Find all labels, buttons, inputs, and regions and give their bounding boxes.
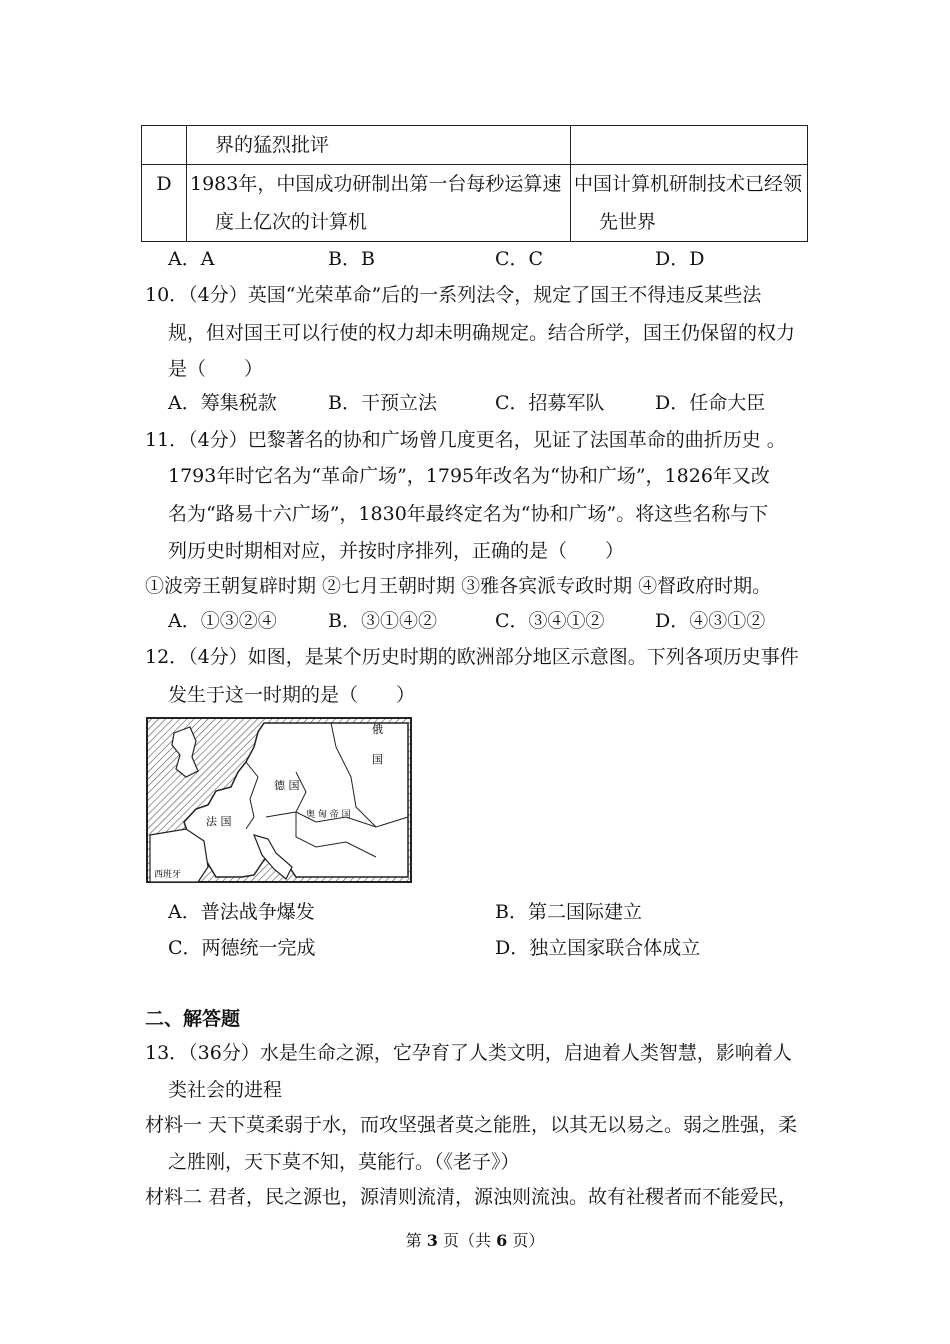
section-title: 二、解答题 [145,1008,241,1030]
footer-total-pages: 6 [496,1231,508,1250]
table-cell-event: 1983年，中国成功研制出第一台每秒运算速 度上亿次的计算机 [187,165,571,242]
map-label: 奥 匈 帝 国 [306,810,351,820]
footer-page-number: 3 [426,1231,438,1250]
q12-stem-line: 12．（4分）如图，是某个历史时期的欧洲部分地区示意图。下列各项历史事件 [145,646,799,668]
q13-stem-line: 类社会的进程 [168,1079,283,1101]
map-label: 法 国 [206,815,232,828]
q11-items: ①波旁王朝复辟时期 ②七月王朝时期 ③雅各宾派专政时期 ④督政府时期。 [145,575,772,597]
q10-option-a: A．筹集税款 [168,392,277,414]
table-row [142,126,808,165]
q10-option-d: D．任命大臣 [655,392,766,414]
q11-option-c: C．③④①② [495,610,605,632]
q9-option-c: C．C [495,248,544,270]
q12-option-a: A．普法战争爆发 [168,901,315,923]
table-cell-letter [142,126,187,165]
footer-prefix: 第 [405,1231,422,1250]
page-footer [0,1228,950,1251]
q9-option-d: D．D [655,248,705,270]
table-cell-conclusion: 中国计算机研制技术已经领 先世界 [571,165,808,242]
table-cell-letter: D [142,165,187,242]
q13-stem-line: 13．（36分）水是生命之源，它孕育了人类文明，启迪着人类智慧，影响着人 [145,1042,792,1064]
map-label: 德 国 [274,779,300,792]
answer-table [141,125,808,242]
table-cell-event: 界的猛烈批评 [187,126,571,165]
table-cell-conclusion [571,126,808,165]
q10-option-c: C．招募军队 [495,392,605,414]
q11-option-b: B．③①④② [328,610,437,632]
footer-middle: 页（共 [442,1231,491,1250]
q12-option-c: C．两德统一完成 [168,937,316,959]
q11-stem-line: 名为“路易十六广场”，1830年最终定名为“协和广场”。将这些名称与下 [168,503,769,525]
footer-suffix: 页） [512,1231,545,1250]
q11-stem-line: 1793年时它名为“革命广场”，1795年改名为“协和广场”，1826年又改 [168,465,770,487]
q11-stem-line: 11．（4分）巴黎著名的协和广场曾几度更名，见证了法国革命的曲折历史 。 [145,429,786,451]
q10-stem-line: 规，但对国王可以行使的权力却未明确规定。结合所学，国王仍保留的权力 [168,322,796,344]
map-label: 西班牙 [154,870,182,880]
material-one-line: 材料一 天下莫柔弱于水，而攻坚强者莫之能胜，以其无以易之。弱之胜强，柔 [145,1114,798,1136]
material-two-line: 材料二 君者，民之源也，源清则流清，源浊则流浊。故有社稷者而不能爱民， [145,1186,798,1208]
q10-option-b: B．干预立法 [328,392,437,414]
map-label: 国 [372,753,383,766]
q11-stem-line: 列历史时期相对应，并按时序排列，正确的是（ ） [168,540,625,562]
table-row [142,165,808,242]
q11-option-d: D．④③①② [655,610,766,632]
q9-option-a: A．A [168,248,215,270]
q9-option-b: B．B [328,248,375,270]
q11-option-a: A．①③②④ [168,610,277,632]
q12-option-b: B．第二国际建立 [495,901,642,923]
q10-stem-line: 10．（4分）英国“光荣革命”后的一系列法令，规定了国王不得违反某些法 [145,284,762,306]
europe-map [146,717,412,883]
q12-stem-line: 发生于这一时期的是（ ） [168,684,416,706]
map-label: 俄 [372,723,383,736]
q10-stem-line: 是（ ） [168,358,264,380]
material-one-line: 之胜刚，天下莫不知，莫能行。（《老子》） [168,1151,520,1173]
q12-option-d: D．独立国家联合体成立 [495,937,701,959]
